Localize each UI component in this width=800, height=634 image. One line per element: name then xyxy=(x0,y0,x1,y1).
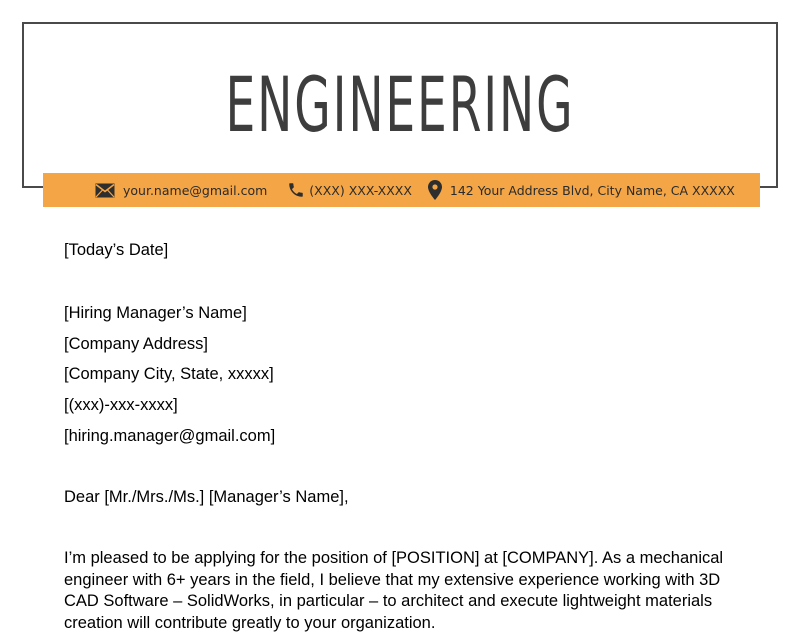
contact-phone[interactable] xyxy=(287,181,412,199)
contact-address-text: 142 Your Address Blvd, City Name, CA XXXXX xyxy=(449,182,735,198)
body-paragraph: I’m pleased to be applying for the position of [POSITION] at [COMPANY]. As a mechanical engineer with 6+ years in the field, I believe that my extensive experience working with 3D CAD Software – SolidWorks, in particular – to architect and execute lightweight materials creation will contribute greatly to your organization. xyxy=(64,549,724,632)
recipient-email: [hiring.manager@gmail.com] xyxy=(64,427,276,445)
salutation: Dear [Mr./Mrs./Ms.] [Manager’s Name], xyxy=(64,488,349,506)
map-pin-icon xyxy=(428,180,442,200)
contact-email[interactable] xyxy=(95,183,267,198)
contact-email-text: your.name@gmail.com xyxy=(123,182,268,198)
recipient-phone: [(xxx)-xxx-xxxx] xyxy=(64,396,178,414)
page-title: ENGINEERING xyxy=(225,60,575,149)
recipient-company-address: [Company Address] xyxy=(64,335,208,353)
letter-date: [Today’s Date] xyxy=(64,241,169,259)
contact-address[interactable] xyxy=(428,180,735,200)
contact-phone-text: (XXX) XXX-XXXX xyxy=(309,182,412,198)
contact-bar xyxy=(43,173,760,207)
recipient-city-state: [Company City, State, xxxxx] xyxy=(64,365,274,383)
envelope-icon xyxy=(95,183,115,198)
recipient-name: [Hiring Manager’s Name] xyxy=(64,304,247,322)
phone-icon xyxy=(287,181,305,199)
